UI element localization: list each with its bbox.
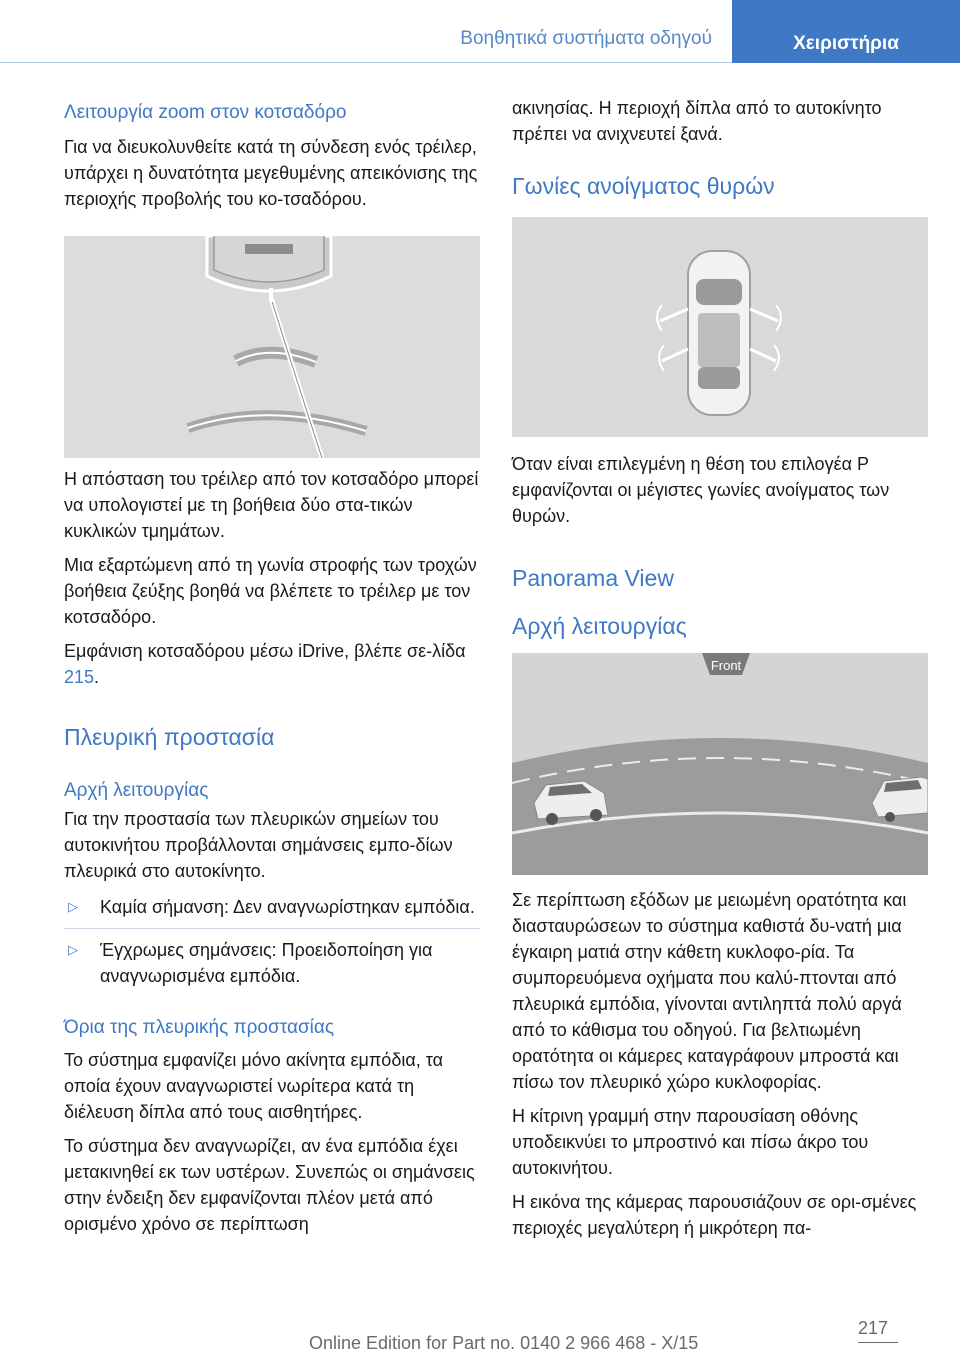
header-divider bbox=[0, 62, 732, 63]
trailer-hitch-illustration bbox=[64, 236, 480, 458]
page-number: 217 bbox=[858, 1318, 889, 1338]
heading-principle-left: Αρχή λειτουργίας bbox=[64, 780, 209, 801]
front-label: Front bbox=[710, 658, 742, 673]
panorama-camera-illustration bbox=[512, 653, 928, 875]
heading-side-protection: Πλευρική προστασία bbox=[64, 724, 275, 750]
list-item-text: Καμία σήμανση: Δεν αναγνωρίστηκαν εμπόδια. bbox=[100, 897, 475, 917]
triangle-bullet-icon: ▷ bbox=[68, 899, 78, 914]
display-text: Εμφάνιση κοτσαδόρου μέσω iDrive, βλέπε σε-λίδα bbox=[64, 641, 466, 661]
paragraph-display bbox=[64, 638, 480, 690]
heading-limits: Όρια της πλευρικής προστασίας bbox=[64, 1017, 335, 1038]
figure-door-angles bbox=[512, 217, 928, 437]
list-divider bbox=[64, 928, 480, 929]
edition-note: Online Edition for Part no. 0140 2 966 468 - X/15 bbox=[309, 1333, 699, 1353]
paragraph-steering: Μια εξαρτώμενη από τη γωνία στροφής των τροχών βοήθεια ζεύξης βοηθά να βλέπετε το τρέιλερ με τον κοτσαδόρο. bbox=[64, 555, 477, 627]
paragraph-principle: Για την προστασία των πλευρικών σημείων του αυτοκινήτου προβάλλονται σημάνσεις εμπο-δίων πλευρικά στο αυτοκίνητο. bbox=[64, 809, 453, 881]
list-item bbox=[64, 937, 480, 989]
car-top-view-illustration bbox=[512, 217, 928, 437]
chapter-tab: Χειριστήρια bbox=[732, 0, 960, 63]
page-header bbox=[0, 0, 960, 63]
heading-zoom: Λειτουργία zoom στον κοτσαδόρο bbox=[64, 102, 347, 123]
paragraph-continued: ακινησίας. Η περιοχή δίπλα από το αυτοκίνητο πρέπει να ανιχνευτεί ξανά. bbox=[512, 98, 882, 144]
paragraph-panorama-2: Η κίτρινη γραμμή στην παρουσίαση οθόνης υποδεικνύει το μπροστινό και πίσω άκρο του αυτοκινήτου. bbox=[512, 1106, 869, 1178]
paragraph-panorama-3: Η εικόνα της κάμερας παρουσιάζουν σε ορι-σμένες περιοχές μεγαλύτερη ή μικρότερη πα- bbox=[512, 1192, 917, 1238]
paragraph-limits-2: Το σύστημα δεν αναγνωρίζει, αν ένα εμπόδια έχει μετακινηθεί εκ των υστέρων. Συνεπώς οι σημάνσεις στην ένδειξη δεν εμφανίζονται πλέον μετά από ορισμένο χρόνο σε περίπτωση bbox=[64, 1136, 475, 1234]
paragraph-panorama-1: Σε περίπτωση εξόδων με μειωμένη ορατότητα και διασταυρώσεων το σύστημα καθιστά δυ-νατή μια έγκαιρη ματιά στην κάθετη κυκλοφο-ρία. Τα συμπορευόμενα οχήματα που καλύ-πτονται από πλευρικά εμπόδια, γίνονται αντιληπτά πολύ αργά από το κάθισμα του οδηγού. Για βελτιωμένη ορατότητα οι κάμερες καταγράφουν μπροστά και πίσω τον πλευρικό χώρο κυκλοφορίας. bbox=[512, 890, 907, 1092]
bullet-list bbox=[64, 894, 480, 989]
triangle-bullet-icon: ▷ bbox=[68, 942, 78, 957]
heading-panorama-view: Panorama View bbox=[512, 565, 674, 591]
display-text-end: . bbox=[94, 667, 100, 687]
paragraph-zoom: Για να διευκολυνθείτε κατά τη σύνδεση ενός τρέιλερ, υπάρχει η δυνατότητα μεγεθυμένης απεικόνισης της περιοχής προβολής του κο-τσαδόρου. bbox=[64, 137, 478, 209]
left-column bbox=[64, 100, 480, 1237]
heading-principle-right: Αρχή λειτουργίας bbox=[512, 613, 687, 639]
figure-panorama-view bbox=[512, 653, 928, 875]
list-item bbox=[64, 894, 480, 920]
right-column bbox=[512, 95, 930, 1241]
paragraph-limits-1: Το σύστημα εμφανίζει μόνο ακίνητα εμπόδια, τα οποία έχουν αναγνωριστεί νωρίτερα κατά τη διέλευση δίπλα από τους αισθητήρες. bbox=[64, 1050, 444, 1122]
paragraph-doors: Όταν είναι επιλεγμένη η θέση του επιλογέα P εμφανίζονται οι μέγιστες γωνίες ανοίγματος των θυρών. bbox=[512, 454, 890, 526]
heading-door-angles: Γωνίες ανοίγματος θυρών bbox=[512, 173, 775, 199]
section-title: Βοηθητικά συστήματα οδηγού bbox=[460, 28, 712, 49]
list-item-text: Έγχρωμες σημάνσεις: Προειδοποίηση για αναγνωρισμένα εμπόδια. bbox=[100, 940, 433, 986]
page-link-215[interactable]: 215 bbox=[64, 667, 95, 687]
paragraph-distance: Η απόσταση του τρέιλερ από τον κοτσαδόρο μπορεί να υπολογιστεί με τη βοήθεια δύο στα-τικών κυκλικών τμημάτων. bbox=[64, 469, 479, 541]
figure-trailer-hitch bbox=[64, 236, 480, 458]
footer-divider bbox=[858, 1342, 898, 1343]
